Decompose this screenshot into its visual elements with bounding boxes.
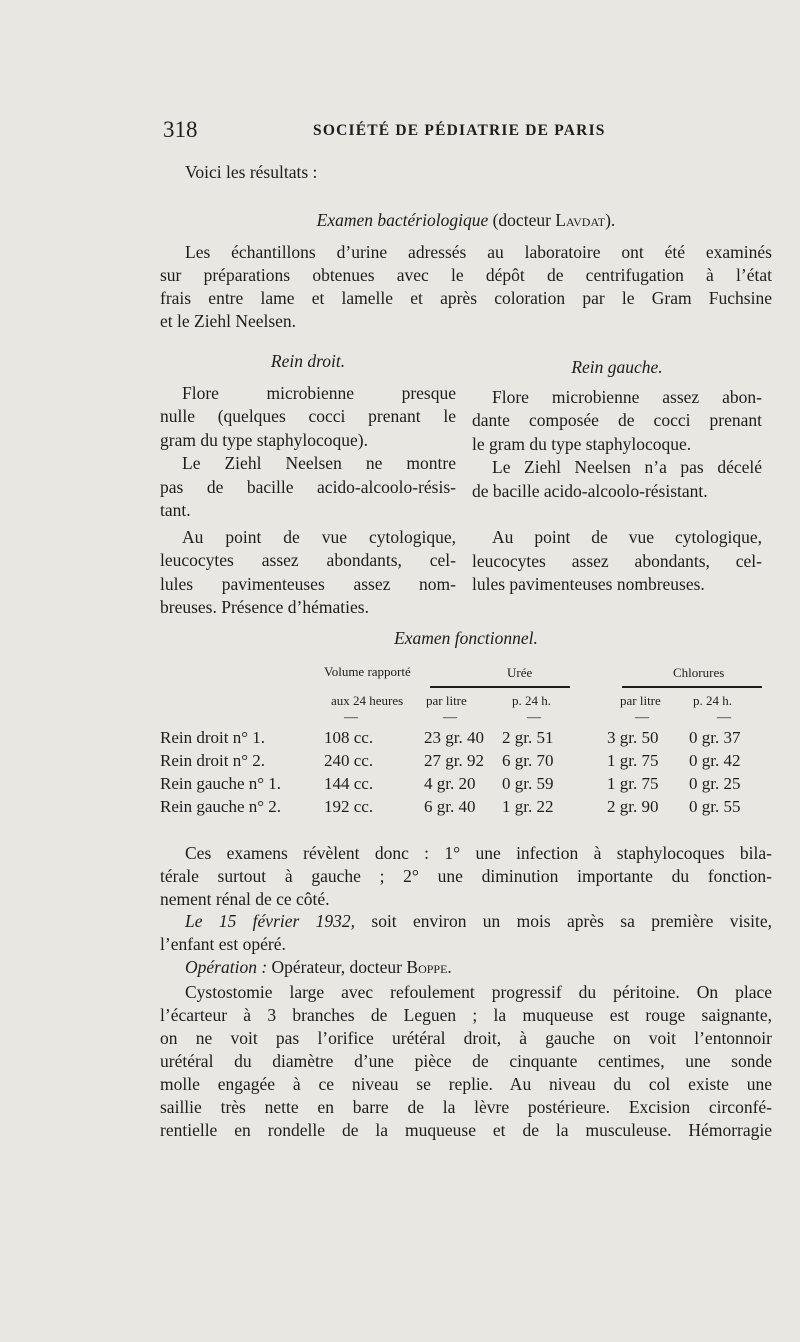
dash: — — [635, 710, 649, 725]
conclusion-paragraph: Ces examens révèlent donc : 1° une infection à staphylocoques bila- térale surtout à gauche ; 2° une diminution importante du fonction- nement rénal de ce côté. — [160, 843, 772, 909]
running-title: SOCIÉTÉ DE PÉDIATRIE DE PARIS — [313, 122, 606, 139]
right-paragraph-2: Le Ziehl Neelsen n’a pas décelé de bacille acido-alcoolo-résistant. — [472, 457, 762, 501]
header-uree-24h: p. 24 h. — [512, 693, 551, 708]
date-paragraph: Le 15 février 1932, soit environ un mois après sa première visite, l’enfant est opéré. — [160, 911, 772, 954]
left-column-title: Rein droit. — [270, 351, 346, 371]
header-chlorures: Chlorures — [673, 665, 725, 680]
right-column-title: Rein gauche. — [571, 357, 663, 377]
header-uree: Urée — [507, 665, 533, 680]
right-column — [472, 356, 762, 597]
page-header — [163, 117, 763, 147]
uree-brace — [430, 686, 570, 688]
left-paragraph-2: Le Ziehl Neelsen ne montre pas de bacille acido-alcoolo-résis- tant. — [160, 453, 456, 520]
operation-line: Opération : Opérateur, docteur Boppe. — [185, 957, 452, 977]
right-paragraph-1: Flore microbienne assez abon- dante composée de cocci prenant le gram du type staphylocoque. — [472, 386, 762, 454]
dash: — — [443, 710, 457, 725]
operation-paragraph: Cystostomie large avec refoulement progressif du péritoine. On place l’écarteur à 3 branches de Leguen ; la muqueuse est rouge saignante, on ne voit pas l’orifice urétéral droit, à gauche on voit l’entonnoir urétéral du diamètre d’une pièce de cinquante centimes, une sonde molle engagée à ce niveau se replie. Au niveau du col existe une saillie très nette en barre de la lèvre postérieure. Excision circonfé- rentielle en rondelle de la muqueuse et de la musculeuse. Hémorragie — [160, 982, 772, 1140]
functional-heading: Examen fonctionnel. — [394, 628, 538, 648]
header-chl-24h: p. 24 h. — [693, 693, 732, 708]
left-paragraph-1: Flore microbienne presque nulle (quelques cocci prenant le gram du type staphylocoque). — [160, 382, 456, 450]
page-number: 318 — [163, 117, 198, 142]
document-page: 318 SOCIÉTÉ DE PÉDIATRIE DE PARIS Voici les résultats : Examen bactériologique (docteur Lavdat). Les échantillons d’urine adressés au laboratoire ont été examinés sur préparations obtenues avec le dépôt de centrifugation à l’état frais entre lame et lamelle et après coloration par le Gram Fuchsine et le Ziehl Neelsen. Rein droit. Flore microbienne presque nulle (quelques cocci prenant le gram du type staphylocoque). Le Ziehl Neelsen ne montre pas de bacille acido-alcoolo-résis- tant. Au point de vue cytologique, leucocytes assez abondants, cel- lules pavimenteuses assez nom- breuses. Présence d’hématies. Rein gauche. Flore microbienne assez abon- dante composée de cocci prenant le gram du type staphylocoque. Le Ziehl Neelsen n’a pas décelé de bacille acido-alcoolo-résistant. Au point de vue cytologique, leucocytes assez abondants, cel- lules pavimenteuses nombreuses. Examen fonctionnel. Volume rapporté aux 24 heures Urée par litre p. 24 h. Chlorures par litre p. 24 h. — — — — — Rein droit n° 1. 108 cc. 23 gr. 40 2 gr. 51 3 gr. 50 0 gr. 37 Rein droit n° 2. 240 cc. 27 gr. 92 6 gr. 70 1 gr. 75 0 gr. 42 Rein gauche n° 1. 144 cc. 4 gr. 20 0 gr. 59 1 gr. 75 0 gr. 25 Rein gauche n° 2. 192 cc. 6 gr. 40 1 gr. 22 2 gr. 90 0 gr. 55 Ces examens révèlent donc : 1° une infection à staphylocoques bila- térale surtout à gauche ; 2° une diminution importante du fonction- nement rénal de ce côté. Le 15 février 1932, soit environ un mois après sa première visite, l’enfant est opéré. Opération : Opérateur, docteur Boppe. Cystostomie large avec refoulement progressif du péritoine. On place l’écarteur à 3 branches de Leguen ; la muqueuse est rouge saignante, on ne voit pas l’orifice urétéral droit, à gauche on voit l’entonnoir urétéral du diamètre d’une pièce de cinquante centimes, une sonde molle engagée à ce niveau se replie. Au niveau du col existe une saillie très nette en barre de la lèvre postérieure. Excision circonfé- rentielle en rondelle de la muqueuse et de la musculeuse. Hémorragie — [160, 117, 772, 1140]
header-volume-1: Volume rapporté — [324, 664, 411, 679]
dash: — — [344, 710, 358, 725]
dash: — — [717, 710, 731, 725]
header-uree-litre: par litre — [426, 693, 467, 708]
intro-text: Voici les résultats : — [185, 162, 318, 182]
bacterio-heading: Examen bactériologique (docteur Lavdat). — [316, 210, 616, 230]
dash: — — [527, 710, 541, 725]
right-paragraph-3: Au point de vue cytologique, leucocytes assez abondants, cel- lules pavimenteuses nombreuses. — [472, 527, 762, 594]
left-column — [160, 350, 456, 620]
bacterio-paragraph: Les échantillons d’urine adressés au laboratoire ont été examinés sur préparations obtenues avec le dépôt de centrifugation à l’état frais entre lame et lamelle et après coloration par le Gram Fuchsine et le Ziehl Neelsen. — [160, 242, 772, 331]
header-volume-2: aux 24 heures — [331, 693, 404, 708]
header-chl-litre: par litre — [620, 693, 661, 708]
chlorures-brace — [622, 686, 762, 688]
left-paragraph-3: Au point de vue cytologique, leucocytes assez abondants, cel- lules pavimenteuses assez nom- breuses. Présence d’hématies. — [160, 526, 456, 617]
